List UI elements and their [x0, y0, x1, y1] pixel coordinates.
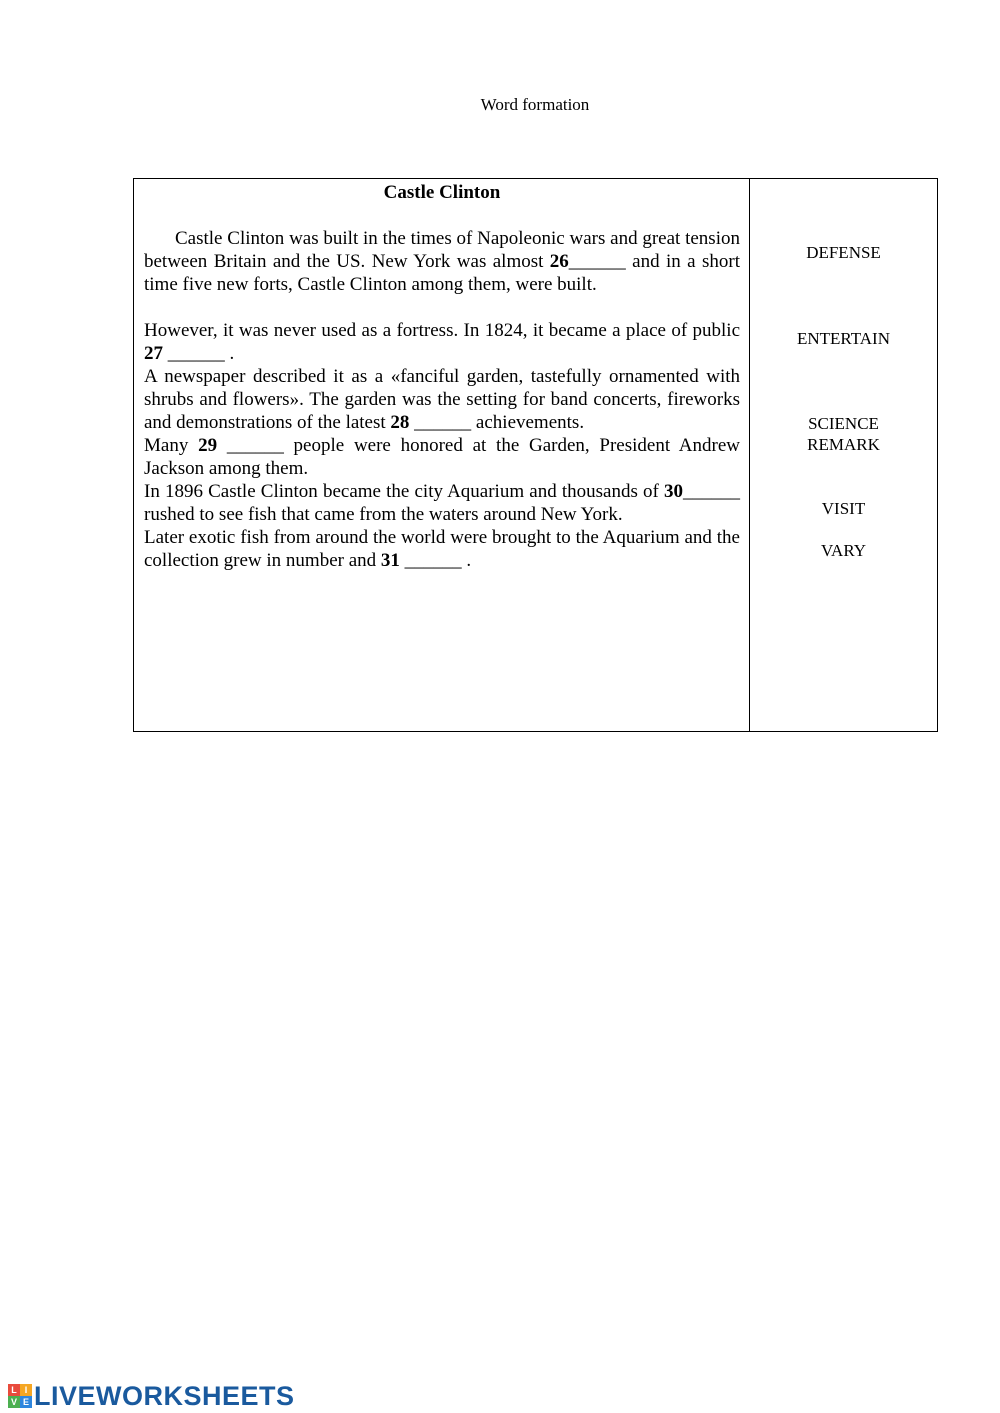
gap-number-27: 27 — [144, 343, 163, 364]
gap-number-31: 31 — [380, 550, 400, 571]
logo-text: LIVEWORKSHEETS — [34, 1380, 295, 1411]
gap-blank-31[interactable]: ______ . — [399, 550, 472, 571]
keyword-vary: VARY — [820, 541, 867, 560]
gap-blank-30[interactable]: ______ rushed to see fish that came from the waters around New York. — [144, 481, 740, 525]
keyword-column — [750, 179, 937, 731]
paragraph-3: A newspaper described it as a «fanciful garden, tastefully ornamented with shrubs and flowers». The garden was the setting for band concerts, fireworks and demonstrations of the latest 28 ______ achievements. — [144, 366, 740, 433]
logo-letter: V — [8, 1396, 20, 1408]
paragraph-5: In 1896 Castle Clinton became the city Aquarium and thousands of 30______ rushed to see fish that came from the waters around New York. — [144, 481, 740, 525]
gap-blank-26[interactable]: ______ — [568, 251, 626, 272]
keyword-entertain: ENTERTAIN — [797, 329, 890, 348]
gap-blank-29[interactable]: ______ people were honored at the Garden, President Andrew Jackson among them. — [144, 435, 741, 479]
keyword-defense: DEFENSE — [806, 243, 881, 262]
keyword-remark: REMARK — [807, 435, 880, 454]
keyword-visit: VISIT — [821, 499, 866, 518]
gap-number-30: 30 — [664, 481, 683, 502]
page-heading: Word formation — [480, 95, 590, 114]
liveworksheets-logo[interactable] — [8, 1380, 295, 1412]
worksheet-table — [133, 178, 938, 732]
gap-number-29: 29 — [198, 435, 218, 456]
logo-letter: L — [8, 1384, 20, 1396]
logo-letter: I — [20, 1384, 32, 1396]
logo-letter: E — [20, 1396, 32, 1408]
logo-mark-icon — [8, 1384, 32, 1408]
paragraph-2: However, it was never used as a fortress. In 1824, it became a place of public 27 ______ . — [144, 320, 740, 364]
paragraph-4: Many 29 ______ people were honored at the Garden, President Andrew Jackson among them. — [144, 435, 741, 479]
gap-blank-27[interactable]: ______ . — [163, 343, 235, 364]
gap-blank-28[interactable]: ______ achievements. — [409, 412, 585, 433]
passage-title: Castle Clinton — [383, 182, 501, 203]
paragraph-1: Castle Clinton was built in the times of Napoleonic wars and great tension between Britain and the US. New York was almost 26______ and in a short time five new forts, Castle Clinton among them, were built. — [144, 228, 740, 295]
passage-column — [144, 181, 740, 572]
gap-number-26: 26 — [549, 251, 569, 272]
paragraph-6: Later exotic fish from around the world were brought to the Aquarium and the collection grew in number and 31 ______ . — [144, 527, 740, 571]
gap-number-28: 28 — [390, 412, 410, 433]
keyword-science: SCIENCE — [808, 414, 879, 433]
